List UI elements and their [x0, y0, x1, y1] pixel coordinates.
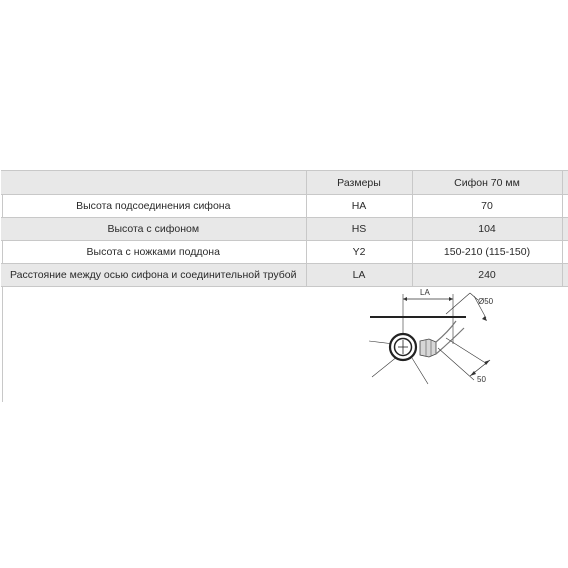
diameter-leader — [446, 293, 470, 314]
row-label: Высота подсоединения сифона — [1, 195, 306, 218]
row-extra — [562, 241, 568, 264]
table-header-row — [1, 171, 568, 195]
label-diameter: Ø50 — [478, 297, 494, 306]
row-code: HA — [306, 195, 412, 218]
row-value: 240 — [412, 264, 562, 287]
header-cell-extra — [562, 171, 568, 195]
row-code: LA — [306, 264, 412, 287]
label-offset: 50 — [477, 375, 486, 384]
table-row — [1, 241, 568, 264]
offset-leader — [446, 338, 484, 362]
header-cell-empty — [1, 171, 306, 195]
la-arrow-left — [403, 297, 407, 301]
row-value: 70 — [412, 195, 562, 218]
row-extra — [562, 218, 568, 241]
label-la: LA — [420, 288, 430, 297]
row-label: Высота с сифоном — [1, 218, 306, 241]
outlet-leader-left — [372, 356, 398, 377]
header-cell-siphon: Сифон 70 мм — [412, 171, 562, 195]
la-arrow-right — [449, 297, 453, 301]
header-cell-dimensions: Размеры — [306, 171, 412, 195]
row-code: HS — [306, 218, 412, 241]
table-row — [1, 195, 568, 218]
diameter-arrow — [482, 316, 487, 321]
siphon-diagram — [366, 284, 506, 396]
row-label: Высота с ножками поддона — [1, 241, 306, 264]
table-row — [1, 218, 568, 241]
offset-leader — [438, 348, 474, 380]
row-value: 104 — [412, 218, 562, 241]
row-label: Расстояние между осью сифона и соединительной трубой — [1, 264, 306, 287]
row-extra — [562, 195, 568, 218]
row-extra — [562, 264, 568, 287]
row-value: 150-210 (115-150) — [412, 241, 562, 264]
connector-pipe — [420, 339, 436, 357]
row-code: Y2 — [306, 241, 412, 264]
outlet-leader-right — [412, 358, 428, 384]
dimensions-table — [1, 170, 568, 287]
